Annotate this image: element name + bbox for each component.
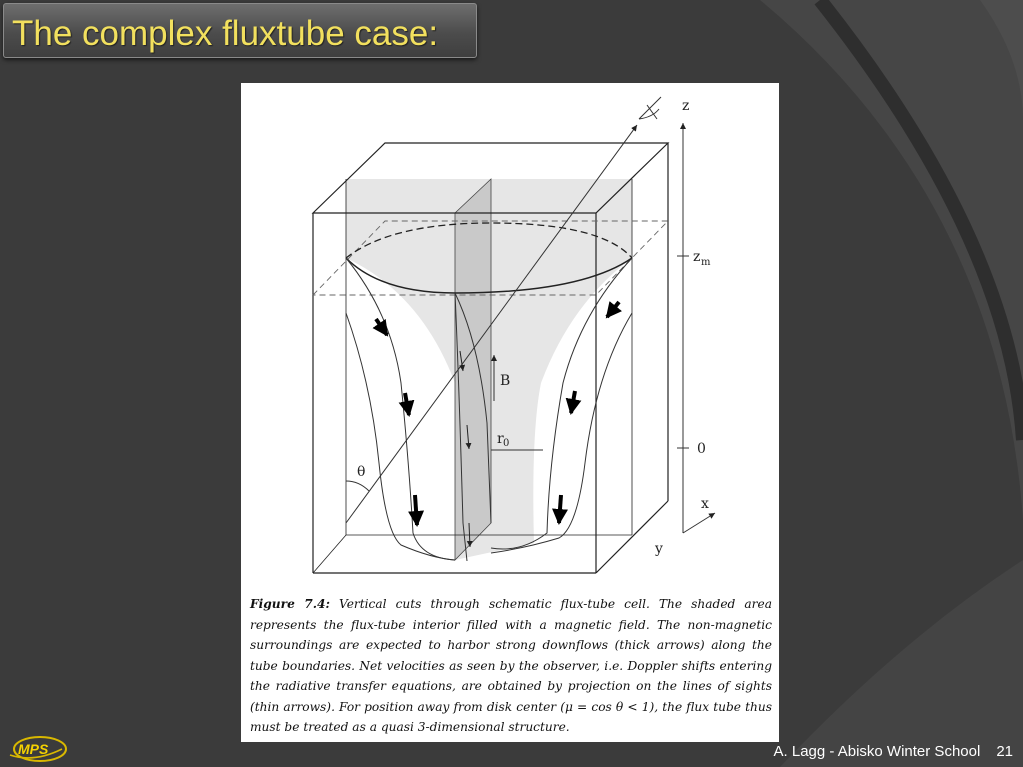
r0-label: r: [497, 431, 504, 447]
observer-icon: [639, 97, 661, 119]
mps-logo: [4, 735, 68, 763]
zm-label: z: [693, 249, 701, 265]
footer: [774, 743, 1013, 760]
theta-label: θ: [357, 464, 366, 480]
b-label: B: [500, 373, 511, 389]
figure-caption: [250, 594, 772, 738]
x-axis: [683, 513, 715, 533]
title-box: [3, 3, 477, 58]
cut-plane-shade: [455, 179, 491, 560]
page-number: 21: [996, 743, 1013, 760]
z-axis-label: z: [682, 98, 690, 114]
caption-text: Vertical cuts through schematic flux-tube cell. The shaded area represents the flux-tube interior filled with a magnetic field. The non-magnetic surroundings are expected to harbor strong downflows (thick arrows) along the tube boundaries. Net velocities as seen by the observer, i.e. Doppler shifts entering the radiative transfer equations, are obtained by projection on the lines of sights (thin arrows). For position away from disk center (μ = cos θ < 1), the flux tube thus must be treated as a quasi 3-dimensional structure.: [250, 597, 772, 734]
slide-title: The complex fluxtube case:: [12, 14, 439, 53]
zm-subscript: m: [701, 257, 711, 268]
r0-subscript: 0: [503, 438, 510, 449]
theta-arc: [346, 481, 369, 491]
fluxtube-diagram: [241, 83, 779, 593]
caption-label: Figure 7.4:: [250, 597, 330, 611]
figure-panel: [241, 83, 779, 742]
zero-label: 0: [697, 441, 706, 457]
footer-author: A. Lagg - Abisko Winter School: [773, 743, 981, 760]
x-axis-label: x: [701, 496, 709, 512]
y-axis-label: y: [655, 541, 663, 557]
logo-text: MPS: [18, 741, 49, 757]
